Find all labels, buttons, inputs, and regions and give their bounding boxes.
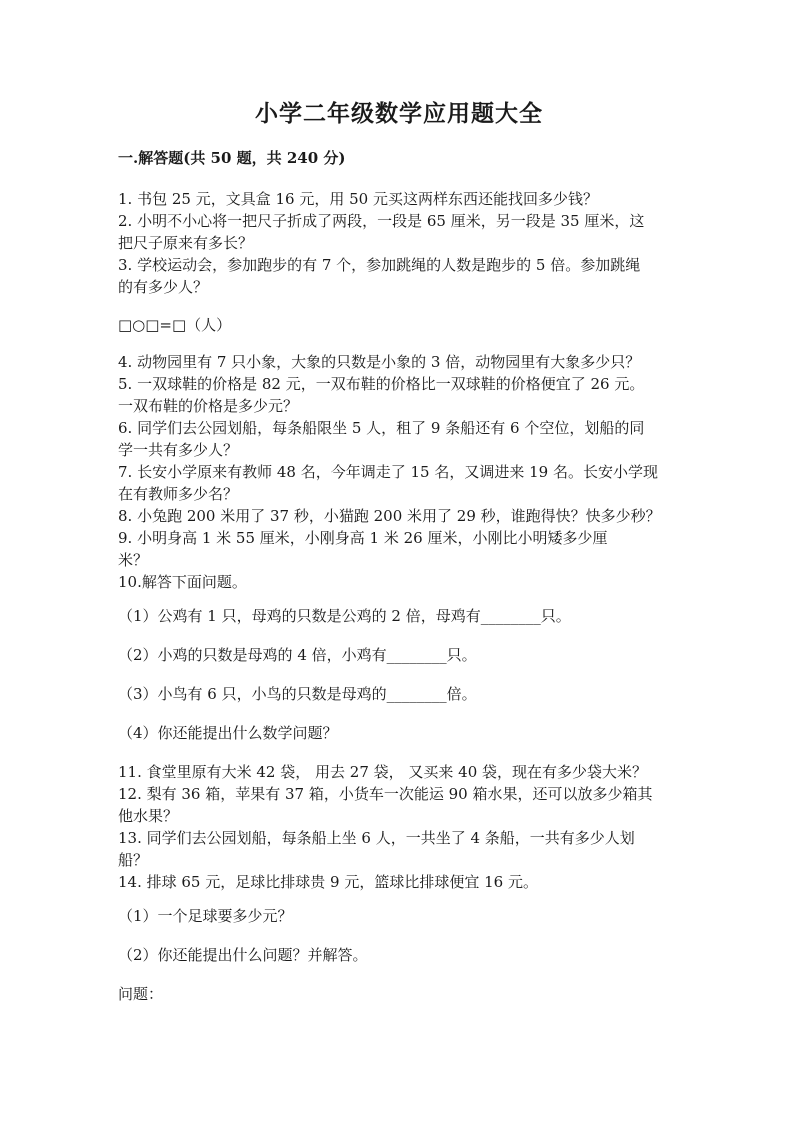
question-13-line-1: 13. 同学们去公园划船，每条船上坐 6 人，一共坐了 4 条船，一共有多少人划 <box>118 829 635 847</box>
question-14-sub-2: （2）你还能提出什么问题？并解答。 <box>118 946 368 964</box>
question-6-line-1: 6. 同学们去公园划船，每条船限坐 5 人，租了 9 条船还有 6 个空位，划船的同 <box>118 419 645 437</box>
question-9-line-1: 9. 小明身高 1 米 55 厘米，小刚身高 1 米 26 厘米，小刚比小明矮多少厘 <box>118 529 608 547</box>
question-10-sub-2: （2）小鸡的只数是母鸡的 4 倍，小鸡有________只。 <box>118 646 477 664</box>
section-heading: 一.解答题(共 50 题，共 240 分) <box>118 149 346 167</box>
question-7-line-2: 在有教师多少名？ <box>118 485 239 503</box>
question-5-line-1: 5. 一双球鞋的价格是 82 元，一双布鞋的价格比一双球鞋的价格便宜了 26 元。 <box>118 375 645 393</box>
question-6-line-2: 学一共有多少人？ <box>118 441 239 459</box>
question-10-sub-3: （3）小鸟有 6 只，小鸟的只数是母鸡的________倍。 <box>118 685 477 703</box>
question-2-line-2: 把尺子原来有多长？ <box>118 234 254 252</box>
question-7-line-1: 7. 长安小学原来有教师 48 名，今年调走了 15 名，又调进来 19 名。长安小学现 <box>118 463 658 481</box>
question-12-line-1: 12. 梨有 36 箱，苹果有 37 箱，小货车一次能运 90 箱水果，还可以放多少箱其 <box>118 785 653 803</box>
question-14-prompt: 问题： <box>118 985 164 1003</box>
question-8: 8. 小兔跑 200 米用了 37 秒，小猫跑 200 米用了 29 秒，谁跑得快？快多少秒？ <box>118 507 661 525</box>
question-10-sub-1: （1）公鸡有 1 只，母鸡的只数是公鸡的 2 倍，母鸡有________只。 <box>118 607 571 625</box>
question-3-formula: □○□=□（人） <box>118 316 232 334</box>
question-1: 1. 书包 25 元，文具盒 16 元，用 50 元买这两样东西还能找回多少钱？ <box>118 190 598 208</box>
question-14-sub-1: （1）一个足球要多少元？ <box>118 907 293 925</box>
question-14: 14. 排球 65 元，足球比排球贵 9 元，篮球比排球便宜 16 元。 <box>118 873 538 891</box>
question-5-line-2: 一双布鞋的价格是多少元？ <box>118 397 299 415</box>
question-9-line-2: 米？ <box>118 551 149 569</box>
question-11: 11. 食堂里原有大米 42 袋， 用去 27 袋， 又买来 40 袋，现在有多少袋大米？ <box>118 763 648 781</box>
page-title: 小学二年级数学应用题大全 <box>255 100 543 127</box>
question-12-line-2: 他水果？ <box>118 807 179 825</box>
question-4: 4. 动物园里有 7 只小象，大象的只数是小象的 3 倍，动物园里有大象多少只？ <box>118 353 641 371</box>
question-10: 10.解答下面问题。 <box>118 573 247 591</box>
question-3-line-1: 3. 学校运动会，参加跑步的有 7 个，参加跳绳的人数是跑步的 5 倍。参加跳绳 <box>118 256 641 274</box>
question-3-line-2: 的有多少人？ <box>118 278 209 296</box>
question-10-sub-4: （4）你还能提出什么数学问题？ <box>118 724 338 742</box>
question-2-line-1: 2. 小明不小心将一把尺子折成了两段，一段是 65 厘米，另一段是 35 厘米，这 <box>118 212 645 230</box>
question-13-line-2: 船？ <box>118 851 149 869</box>
